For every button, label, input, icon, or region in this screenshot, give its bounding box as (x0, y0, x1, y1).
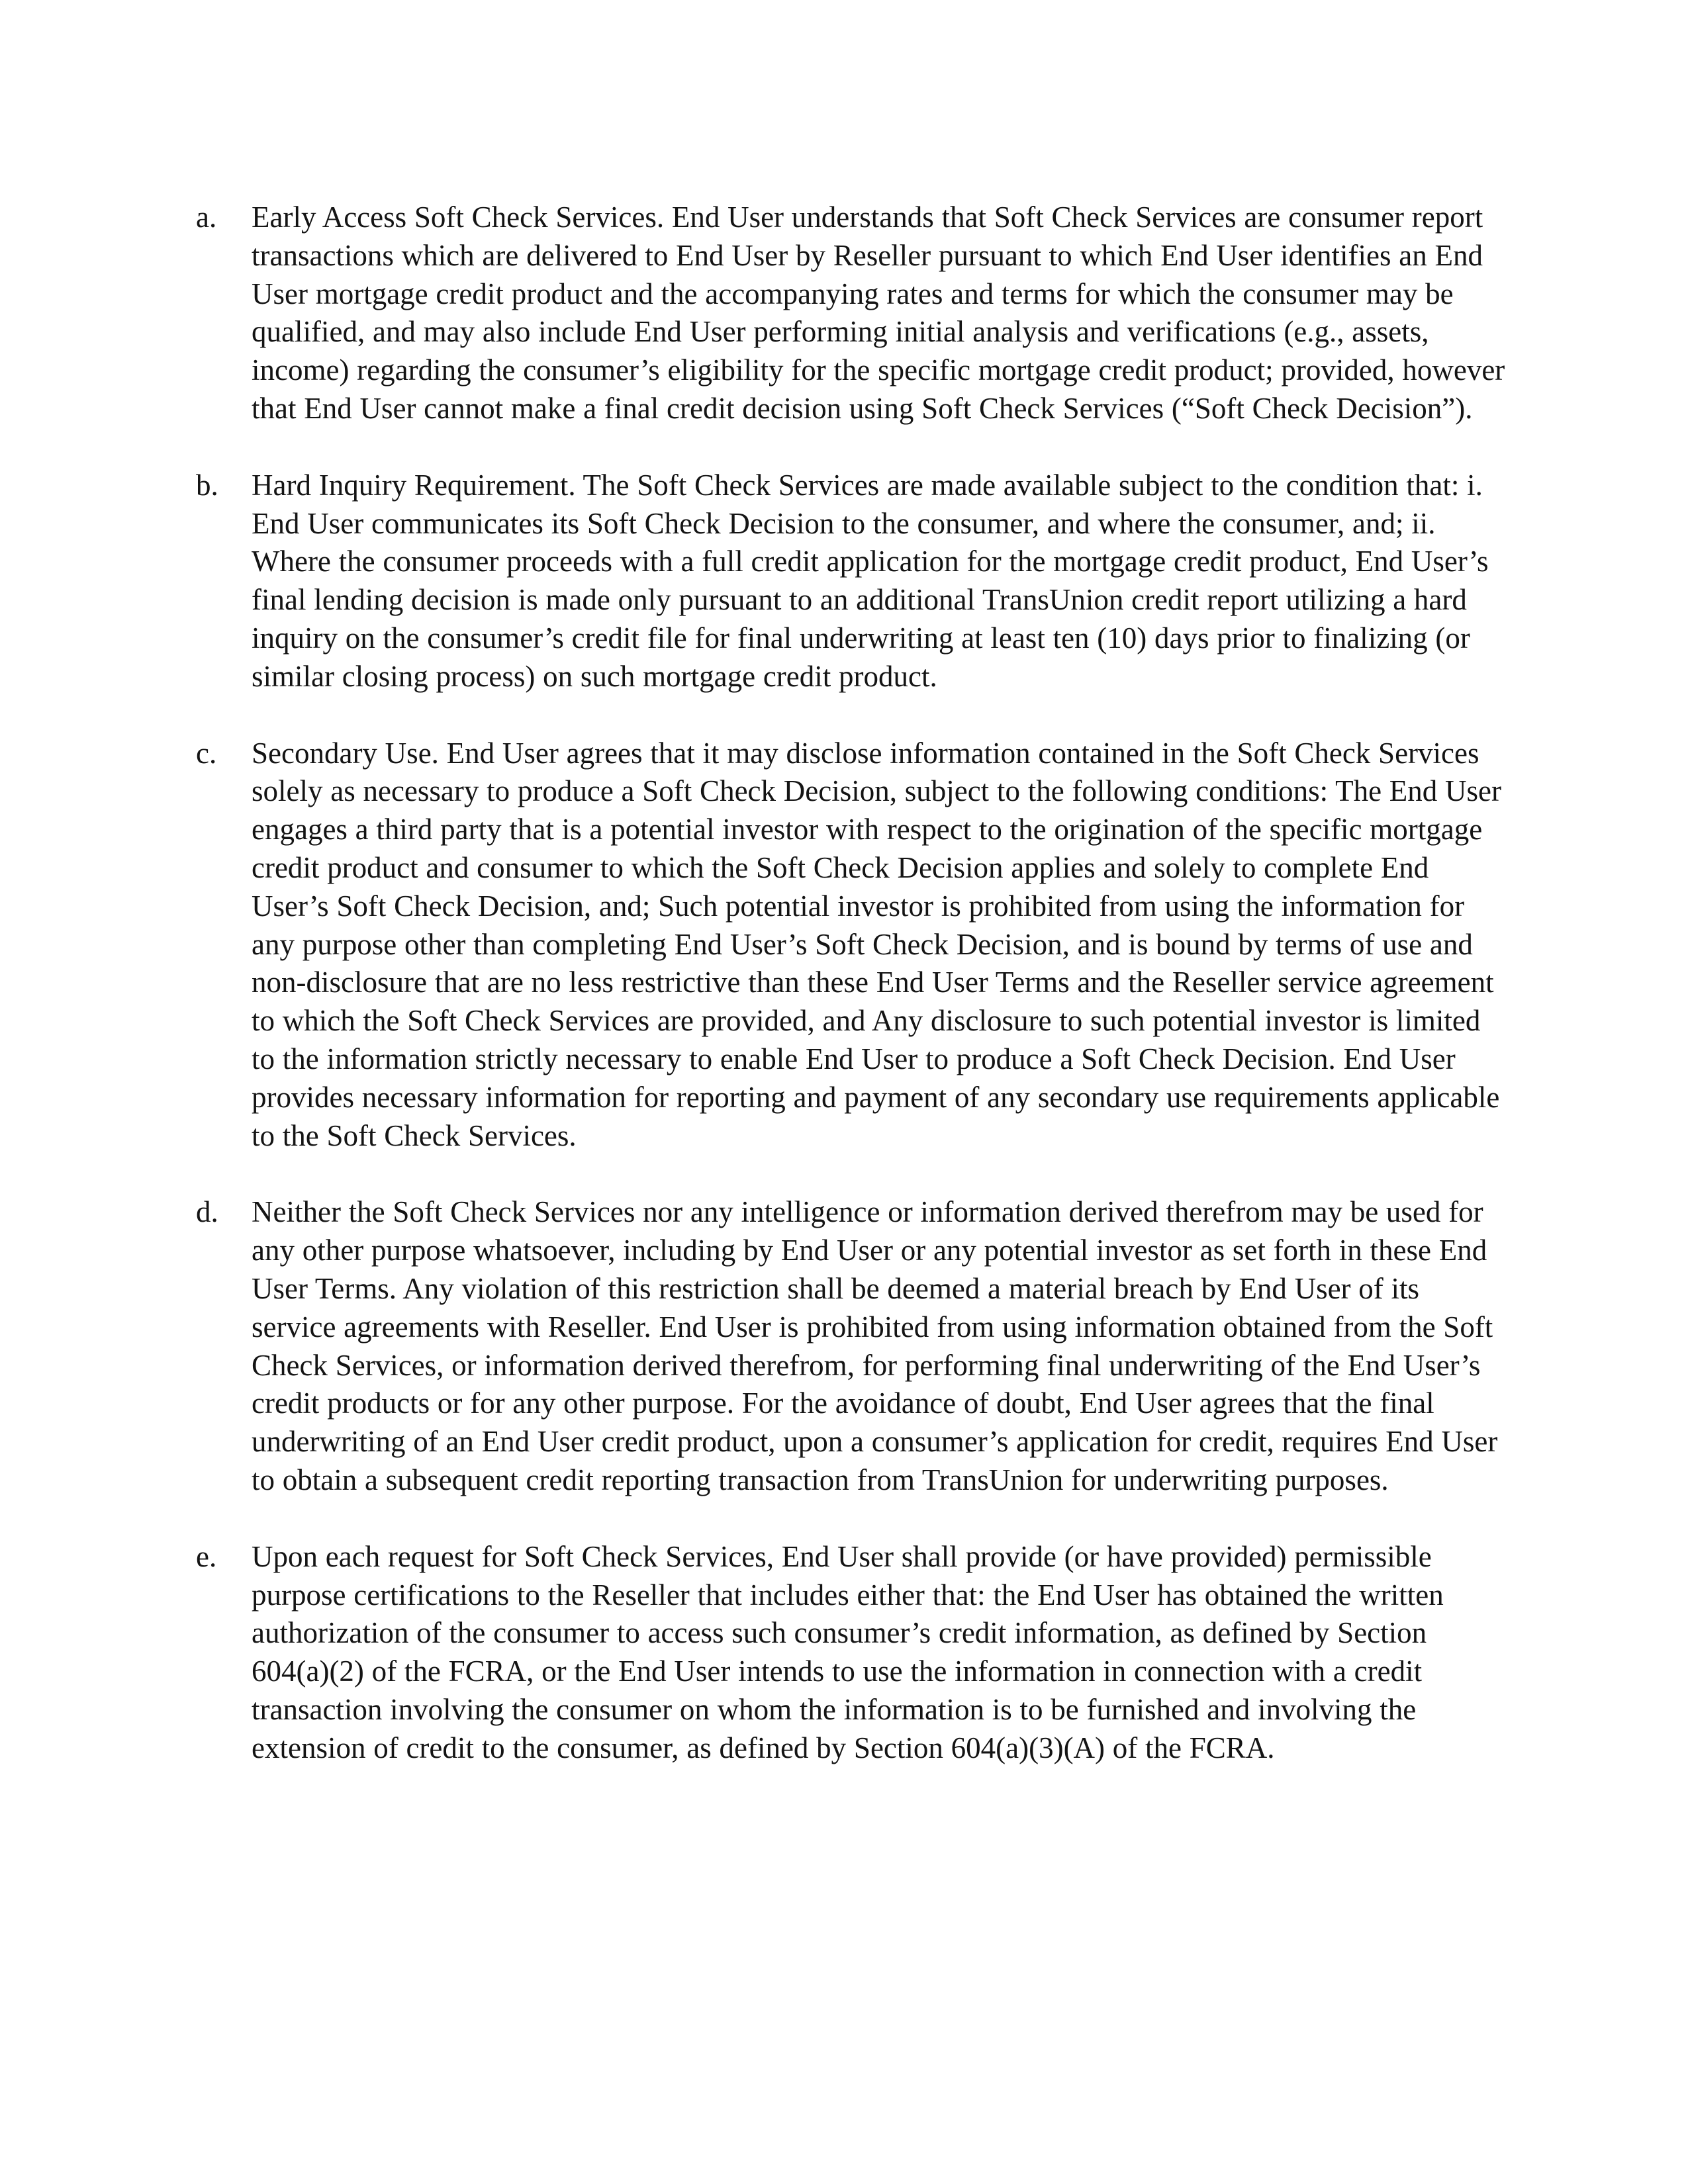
clause-text: Secondary Use. End User agrees that it may disclose information contained in the Soft Check Services solely as necessary to produce a Soft Check Decision, subject to the following conditions: The End User engages a third party that is a potential investor with respect to the origination of the specific mortgage credit product and consumer to which the Soft Check Decision applies and solely to complete End User’s Soft Check Decision, and; Such potential investor is prohibited from using the information for any purpose other than completing End User’s Soft Check Decision, and is bound by terms of use and non-disclosure that are no less restrictive than these End User Terms and the Reseller service agreement to which the Soft Check Services are provided, and Any disclosure to such potential investor is limited to the information strictly necessary to enable End User to produce a Soft Check Decision. End User provides necessary information for reporting and payment of any secondary use requirements applicable to the Soft Check Services. (252, 736, 1502, 1152)
clause-e (192, 1538, 1509, 1768)
clause-marker: c. (196, 736, 217, 770)
clause-text: Hard Inquiry Requirement. The Soft Check Services are made available subject to the condition that: i. End User communicates its Soft Check Decision to the consumer, and where the consumer, and; ii. Where the consumer proceeds with a full credit application for the mortgage credit product, End User’s final lending decision is made only pursuant to an additional TransUnion credit report utilizing a hard inquiry on the consumer’s credit file for final underwriting at least ten (10) days prior to finalizing (or similar closing process) on such mortgage credit product. (252, 468, 1489, 693)
clause-text: Upon each request for Soft Check Services, End User shall provide (or have provided) permissible purpose certifications to the Reseller that includes either that: the End User has obtained the written authorization of the consumer to access such consumer’s credit information, as defined by Section 604(a)(2) of the FCRA, or the End User intends to use the information in connection with a credit transaction involving the consumer on whom the information is to be furnished and involving the extension of credit to the consumer, as defined by Section 604(a)(3)(A) of the FCRA. (252, 1539, 1444, 1764)
clause-text: Neither the Soft Check Services nor any intelligence or information derived therefrom may be used for any other purpose whatsoever, including by End User or any potential investor as set forth in these End User Terms. Any violation of this restriction shall be deemed a material breach by End User of its service agreements with Reseller. End User is prohibited from using information obtained from the Soft Check Services, or information derived therefrom, for performing final underwriting of the End User’s credit products or for any other purpose. For the avoidance of doubt, End User agrees that the final underwriting of an End User credit product, upon a consumer’s application for credit, requires End User to obtain a subsequent credit reporting transaction from TransUnion for underwriting purposes. (252, 1195, 1498, 1496)
clause-c (192, 735, 1509, 1156)
clause-marker: a. (196, 201, 217, 234)
clause-marker: b. (196, 468, 218, 502)
clause-a (192, 199, 1509, 428)
clause-text: Early Access Soft Check Services. End User understands that Soft Check Services are consumer report transactions which are delivered to End User by Reseller pursuant to which End User identifies an End User mortgage credit product and the accompanying rates and terms for which the consumer may be qualified, and may also include End User performing initial analysis and verifications (e.g., assets, income) regarding the consumer’s eligibility for the specific mortgage credit product; provided, however that End User cannot make a final credit decision using Soft Check Services (“Soft Check Decision”). (252, 201, 1505, 425)
clause-marker: d. (196, 1195, 218, 1229)
clause-marker: e. (196, 1539, 217, 1573)
clause-list (192, 199, 1509, 1805)
clause-b (192, 467, 1509, 696)
clause-d (192, 1193, 1509, 1499)
